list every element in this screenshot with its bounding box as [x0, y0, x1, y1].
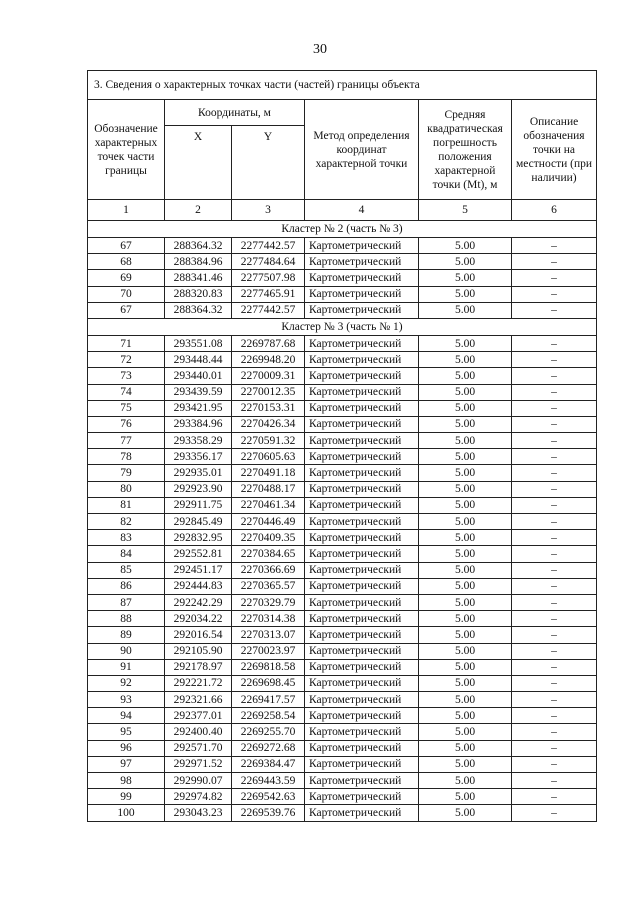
method: Картометрический	[305, 335, 419, 351]
coord-y: 2270366.69	[232, 562, 305, 578]
error: 5.00	[419, 805, 512, 821]
error: 5.00	[419, 400, 512, 416]
description: –	[512, 416, 597, 432]
coord-x: 292034.22	[165, 611, 232, 627]
point-id: 78	[88, 449, 165, 465]
error: 5.00	[419, 416, 512, 432]
coord-y: 2269542.63	[232, 789, 305, 805]
column-number: 2	[165, 200, 232, 221]
error: 5.00	[419, 530, 512, 546]
table-row	[88, 254, 597, 270]
coord-y: 2270605.63	[232, 449, 305, 465]
coord-y: 2270384.65	[232, 546, 305, 562]
coord-y: 2277442.57	[232, 302, 305, 318]
coord-y: 2270488.17	[232, 481, 305, 497]
header-x: X	[165, 126, 232, 200]
method: Картометрический	[305, 497, 419, 513]
coord-x: 292016.54	[165, 627, 232, 643]
error: 5.00	[419, 724, 512, 740]
point-id: 72	[88, 352, 165, 368]
method: Картометрический	[305, 254, 419, 270]
description: –	[512, 497, 597, 513]
method: Картометрический	[305, 724, 419, 740]
method: Картометрический	[305, 773, 419, 789]
method: Картометрический	[305, 675, 419, 691]
point-id: 94	[88, 708, 165, 724]
description: –	[512, 286, 597, 302]
table-row	[88, 805, 597, 821]
table-row	[88, 724, 597, 740]
error: 5.00	[419, 433, 512, 449]
error: 5.00	[419, 238, 512, 254]
description: –	[512, 546, 597, 562]
description: –	[512, 270, 597, 286]
header-coordinates: Координаты, м	[165, 100, 305, 126]
error: 5.00	[419, 286, 512, 302]
description: –	[512, 692, 597, 708]
table-row	[88, 302, 597, 318]
coord-y: 2270426.34	[232, 416, 305, 432]
coord-y: 2277507.98	[232, 270, 305, 286]
method: Картометрический	[305, 368, 419, 384]
table-row	[88, 368, 597, 384]
method: Картометрический	[305, 481, 419, 497]
method: Картометрический	[305, 400, 419, 416]
point-id: 99	[88, 789, 165, 805]
point-id: 71	[88, 335, 165, 351]
method: Картометрический	[305, 594, 419, 610]
table-row	[88, 238, 597, 254]
coord-x: 292971.52	[165, 756, 232, 772]
error: 5.00	[419, 449, 512, 465]
coord-x: 293421.95	[165, 400, 232, 416]
description: –	[512, 724, 597, 740]
error: 5.00	[419, 627, 512, 643]
coord-x: 292377.01	[165, 708, 232, 724]
description: –	[512, 611, 597, 627]
method: Картометрический	[305, 416, 419, 432]
coord-y: 2269818.58	[232, 659, 305, 675]
coord-x: 293043.23	[165, 805, 232, 821]
column-number: 1	[88, 200, 165, 221]
table-row	[88, 692, 597, 708]
description: –	[512, 481, 597, 497]
coord-y: 2270012.35	[232, 384, 305, 400]
table-row	[88, 286, 597, 302]
error: 5.00	[419, 756, 512, 772]
coord-x: 292221.72	[165, 675, 232, 691]
method: Картометрический	[305, 352, 419, 368]
header-y: Y	[232, 126, 305, 200]
coord-y: 2269258.54	[232, 708, 305, 724]
method: Картометрический	[305, 302, 419, 318]
point-id: 100	[88, 805, 165, 821]
description: –	[512, 465, 597, 481]
error: 5.00	[419, 773, 512, 789]
point-id: 69	[88, 270, 165, 286]
coord-y: 2270314.38	[232, 611, 305, 627]
description: –	[512, 562, 597, 578]
coord-x: 293358.29	[165, 433, 232, 449]
coord-x: 288341.46	[165, 270, 232, 286]
point-id: 79	[88, 465, 165, 481]
description: –	[512, 578, 597, 594]
table-row	[88, 740, 597, 756]
coord-y: 2270023.97	[232, 643, 305, 659]
coord-y: 2270591.32	[232, 433, 305, 449]
table-row	[88, 773, 597, 789]
coord-x: 292552.81	[165, 546, 232, 562]
description: –	[512, 708, 597, 724]
point-id: 88	[88, 611, 165, 627]
error: 5.00	[419, 611, 512, 627]
table-row	[88, 481, 597, 497]
error: 5.00	[419, 384, 512, 400]
coord-y: 2269539.76	[232, 805, 305, 821]
method: Картометрический	[305, 546, 419, 562]
method: Картометрический	[305, 384, 419, 400]
point-id: 87	[88, 594, 165, 610]
method: Картометрический	[305, 238, 419, 254]
coord-y: 2277442.57	[232, 238, 305, 254]
header-point-designation: Обозначение характерных точек части границы	[88, 100, 165, 200]
coord-y: 2269272.68	[232, 740, 305, 756]
description: –	[512, 594, 597, 610]
error: 5.00	[419, 675, 512, 691]
cluster-title: Кластер № 2 (часть № 3)	[88, 221, 597, 238]
error: 5.00	[419, 465, 512, 481]
description: –	[512, 530, 597, 546]
error: 5.00	[419, 789, 512, 805]
coord-y: 2269255.70	[232, 724, 305, 740]
boundary-points-table	[87, 70, 597, 822]
coord-y: 2270446.49	[232, 514, 305, 530]
method: Картометрический	[305, 643, 419, 659]
method: Картометрический	[305, 514, 419, 530]
table-row	[88, 400, 597, 416]
coord-y: 2270009.31	[232, 368, 305, 384]
coord-y: 2269698.45	[232, 675, 305, 691]
point-id: 67	[88, 238, 165, 254]
coord-x: 288364.32	[165, 302, 232, 318]
point-id: 83	[88, 530, 165, 546]
coord-x: 292400.40	[165, 724, 232, 740]
column-number: 5	[419, 200, 512, 221]
table-row	[88, 789, 597, 805]
description: –	[512, 368, 597, 384]
table-row	[88, 497, 597, 513]
table-row	[88, 578, 597, 594]
description: –	[512, 302, 597, 318]
description: –	[512, 352, 597, 368]
page-number: 30	[313, 42, 327, 57]
coord-x: 293551.08	[165, 335, 232, 351]
description: –	[512, 449, 597, 465]
coord-x: 292105.90	[165, 643, 232, 659]
table-row	[88, 449, 597, 465]
column-number-row	[88, 200, 597, 221]
table-row	[88, 627, 597, 643]
point-id: 82	[88, 514, 165, 530]
description: –	[512, 400, 597, 416]
header-method: Метод определения координат характерной точки	[305, 100, 419, 200]
table-row	[88, 335, 597, 351]
point-id: 76	[88, 416, 165, 432]
table-row	[88, 594, 597, 610]
error: 5.00	[419, 352, 512, 368]
coord-x: 288384.96	[165, 254, 232, 270]
table-row	[88, 465, 597, 481]
coord-x: 292990.07	[165, 773, 232, 789]
coord-x: 293440.01	[165, 368, 232, 384]
coord-x: 293356.17	[165, 449, 232, 465]
error: 5.00	[419, 546, 512, 562]
header-error: Средняя квадратическая погрешность положения характерной точки (Mt), м	[419, 100, 512, 200]
table-row	[88, 562, 597, 578]
table-row	[88, 352, 597, 368]
point-id: 74	[88, 384, 165, 400]
method: Картометрический	[305, 756, 419, 772]
method: Картометрический	[305, 270, 419, 286]
header-description: Описание обозначения точки на местности (при наличии)	[512, 100, 597, 200]
coord-x: 292451.17	[165, 562, 232, 578]
description: –	[512, 384, 597, 400]
description: –	[512, 789, 597, 805]
coord-x: 293384.96	[165, 416, 232, 432]
table-row	[88, 643, 597, 659]
point-id: 73	[88, 368, 165, 384]
error: 5.00	[419, 708, 512, 724]
description: –	[512, 238, 597, 254]
point-id: 96	[88, 740, 165, 756]
error: 5.00	[419, 270, 512, 286]
point-id: 67	[88, 302, 165, 318]
point-id: 98	[88, 773, 165, 789]
error: 5.00	[419, 740, 512, 756]
error: 5.00	[419, 254, 512, 270]
description: –	[512, 756, 597, 772]
point-id: 80	[88, 481, 165, 497]
cluster-header-row	[88, 221, 597, 238]
coord-x: 292832.95	[165, 530, 232, 546]
table-row	[88, 384, 597, 400]
coord-y: 2269417.57	[232, 692, 305, 708]
coord-y: 2270329.79	[232, 594, 305, 610]
point-id: 95	[88, 724, 165, 740]
point-id: 91	[88, 659, 165, 675]
table-row	[88, 416, 597, 432]
column-number: 6	[512, 200, 597, 221]
description: –	[512, 627, 597, 643]
coord-x: 293439.59	[165, 384, 232, 400]
description: –	[512, 675, 597, 691]
table-row	[88, 675, 597, 691]
point-id: 92	[88, 675, 165, 691]
point-id: 77	[88, 433, 165, 449]
method: Картометрический	[305, 578, 419, 594]
point-id: 84	[88, 546, 165, 562]
error: 5.00	[419, 302, 512, 318]
column-number: 3	[232, 200, 305, 221]
table-row	[88, 514, 597, 530]
coord-y: 2269787.68	[232, 335, 305, 351]
coord-y: 2269384.47	[232, 756, 305, 772]
table-row	[88, 708, 597, 724]
cluster-header-row	[88, 318, 597, 335]
coord-x: 292321.66	[165, 692, 232, 708]
method: Картометрический	[305, 789, 419, 805]
coord-x: 292571.70	[165, 740, 232, 756]
error: 5.00	[419, 643, 512, 659]
error: 5.00	[419, 578, 512, 594]
description: –	[512, 514, 597, 530]
method: Картометрический	[305, 449, 419, 465]
error: 5.00	[419, 497, 512, 513]
table-row	[88, 546, 597, 562]
coord-x: 292935.01	[165, 465, 232, 481]
table-row	[88, 611, 597, 627]
error: 5.00	[419, 562, 512, 578]
coord-x: 292974.82	[165, 789, 232, 805]
coord-x: 288320.83	[165, 286, 232, 302]
error: 5.00	[419, 692, 512, 708]
error: 5.00	[419, 368, 512, 384]
point-id: 70	[88, 286, 165, 302]
coord-x: 292178.97	[165, 659, 232, 675]
error: 5.00	[419, 335, 512, 351]
method: Картометрический	[305, 530, 419, 546]
method: Картометрический	[305, 805, 419, 821]
method: Картометрический	[305, 627, 419, 643]
description: –	[512, 643, 597, 659]
method: Картометрический	[305, 708, 419, 724]
coord-y: 2277465.91	[232, 286, 305, 302]
method: Картометрический	[305, 692, 419, 708]
point-id: 75	[88, 400, 165, 416]
point-id: 89	[88, 627, 165, 643]
coord-y: 2270491.18	[232, 465, 305, 481]
column-number: 4	[305, 200, 419, 221]
coord-x: 293448.44	[165, 352, 232, 368]
method: Картометрический	[305, 740, 419, 756]
coord-y: 2270153.31	[232, 400, 305, 416]
table-row	[88, 270, 597, 286]
coord-x: 292242.29	[165, 594, 232, 610]
method: Картометрический	[305, 286, 419, 302]
table-row	[88, 756, 597, 772]
description: –	[512, 659, 597, 675]
coord-x: 292911.75	[165, 497, 232, 513]
coord-y: 2269948.20	[232, 352, 305, 368]
error: 5.00	[419, 481, 512, 497]
point-id: 93	[88, 692, 165, 708]
table-row	[88, 433, 597, 449]
point-id: 90	[88, 643, 165, 659]
coord-y: 2270409.35	[232, 530, 305, 546]
error: 5.00	[419, 594, 512, 610]
point-id: 81	[88, 497, 165, 513]
description: –	[512, 433, 597, 449]
coord-y: 2277484.64	[232, 254, 305, 270]
point-id: 68	[88, 254, 165, 270]
method: Картометрический	[305, 465, 419, 481]
coord-x: 288364.32	[165, 238, 232, 254]
coord-y: 2270313.07	[232, 627, 305, 643]
section-title: 3. Сведения о характерных точках части (частей) границы объекта	[88, 71, 597, 100]
table-row	[88, 530, 597, 546]
description: –	[512, 335, 597, 351]
coord-x: 292923.90	[165, 481, 232, 497]
coord-y: 2269443.59	[232, 773, 305, 789]
coord-x: 292845.49	[165, 514, 232, 530]
cluster-title: Кластер № 3 (часть № 1)	[88, 318, 597, 335]
table-row	[88, 659, 597, 675]
method: Картометрический	[305, 659, 419, 675]
coord-x: 292444.83	[165, 578, 232, 594]
error: 5.00	[419, 514, 512, 530]
coord-y: 2270461.34	[232, 497, 305, 513]
point-id: 85	[88, 562, 165, 578]
point-id: 97	[88, 756, 165, 772]
description: –	[512, 740, 597, 756]
method: Картометрический	[305, 562, 419, 578]
description: –	[512, 254, 597, 270]
method: Картометрический	[305, 611, 419, 627]
point-id: 86	[88, 578, 165, 594]
coord-y: 2270365.57	[232, 578, 305, 594]
method: Картометрический	[305, 433, 419, 449]
error: 5.00	[419, 659, 512, 675]
description: –	[512, 773, 597, 789]
description: –	[512, 805, 597, 821]
